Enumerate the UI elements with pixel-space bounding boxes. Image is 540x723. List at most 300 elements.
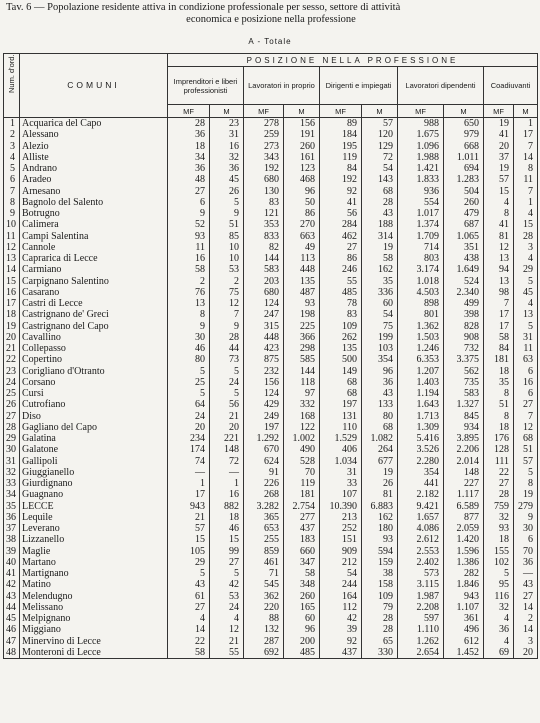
cell-value: 31 — [210, 129, 244, 140]
cell-value: 315 — [244, 321, 284, 332]
title-line-2: economica e posizione nella professione — [186, 14, 356, 25]
cell-value: 361 — [444, 613, 484, 624]
comune-name: Matino — [20, 579, 168, 590]
cell-value: 86 — [320, 253, 362, 264]
cell-value: 30 — [168, 332, 210, 343]
cell-value: 461 — [244, 557, 284, 568]
cell-value: 332 — [284, 399, 320, 410]
table-row — [4, 309, 538, 320]
cell-value: 448 — [244, 332, 284, 343]
cell-value: 5 — [514, 467, 538, 478]
cell-value: 118 — [284, 377, 320, 388]
cell-value: 4 — [168, 613, 210, 624]
cell-value: 5 — [210, 197, 244, 208]
cell-value: 131 — [320, 411, 362, 422]
table-row — [4, 197, 538, 208]
cell-value: 234 — [168, 433, 210, 444]
cell-value: 437 — [284, 523, 320, 534]
cell-value: 24 — [168, 411, 210, 422]
cell-value: 875 — [244, 354, 284, 365]
table-row — [4, 118, 538, 130]
table-row — [4, 399, 538, 410]
table-row — [4, 141, 538, 152]
cell-value: 192 — [320, 174, 362, 185]
cell-value: 159 — [362, 557, 398, 568]
cell-value: 43 — [514, 579, 538, 590]
row-number: 27 — [4, 411, 20, 422]
table-row — [4, 129, 538, 140]
cell-value: — — [210, 467, 244, 478]
cell-value: 249 — [244, 411, 284, 422]
cell-value: 7 — [210, 309, 244, 320]
cell-value: 68 — [320, 388, 362, 399]
cell-value: 680 — [244, 287, 284, 298]
cell-value: 16 — [514, 377, 538, 388]
data-table — [3, 53, 538, 659]
row-number: 28 — [4, 422, 20, 433]
comune-name: Copertino — [20, 354, 168, 365]
cell-value: 84 — [484, 343, 514, 354]
row-number: 26 — [4, 399, 20, 410]
cell-value: 12 — [210, 298, 244, 309]
cell-value: 732 — [444, 343, 484, 354]
cell-value: 54 — [320, 568, 362, 579]
cell-value: 1.675 — [398, 129, 444, 140]
cell-value: 4 — [514, 253, 538, 264]
cell-value: 11 — [168, 242, 210, 253]
comune-name: Cannole — [20, 242, 168, 253]
cell-value: 14 — [514, 152, 538, 163]
table-row — [4, 602, 538, 613]
table-row — [4, 186, 538, 197]
table-row — [4, 276, 538, 287]
cell-value: 13 — [484, 276, 514, 287]
cell-value: 366 — [284, 332, 320, 343]
cell-value: 5 — [168, 388, 210, 399]
cell-value: 3 — [514, 242, 538, 253]
cell-value: 2.340 — [444, 287, 484, 298]
cell-value: 54 — [362, 309, 398, 320]
cell-value: 124 — [244, 388, 284, 399]
cell-value: 354 — [398, 467, 444, 478]
cell-value: 15 — [210, 534, 244, 545]
cell-value: 29 — [514, 264, 538, 275]
m-header: M — [284, 105, 320, 118]
cell-value: 8 — [484, 411, 514, 422]
cell-value: 68 — [362, 186, 398, 197]
cell-value: 336 — [362, 287, 398, 298]
cell-value: 191 — [284, 129, 320, 140]
cell-value: 21 — [210, 411, 244, 422]
cell-value: 135 — [284, 276, 320, 287]
row-number: 42 — [4, 579, 20, 590]
table-row — [4, 579, 538, 590]
cell-value: 17 — [168, 489, 210, 500]
cell-value: 162 — [362, 264, 398, 275]
cell-value: 6 — [168, 197, 210, 208]
cell-value: 8 — [514, 163, 538, 174]
cell-value: 680 — [244, 174, 284, 185]
table-row — [4, 467, 538, 478]
cell-value: 20 — [168, 422, 210, 433]
cell-value: 545 — [244, 579, 284, 590]
cell-value: 116 — [484, 591, 514, 602]
cell-value: 112 — [320, 602, 362, 613]
comune-name: Carmiano — [20, 264, 168, 275]
comune-name: Giurdignano — [20, 478, 168, 489]
cell-value: 2.280 — [398, 456, 444, 467]
cell-value: 57 — [168, 523, 210, 534]
cell-value: 21 — [168, 512, 210, 523]
cell-value: 803 — [398, 253, 444, 264]
cell-value: 43 — [168, 579, 210, 590]
table-row — [4, 523, 538, 534]
cell-value: 156 — [244, 377, 284, 388]
row-number: 45 — [4, 613, 20, 624]
cell-value: 12 — [484, 242, 514, 253]
comuni-header: COMUNI — [20, 54, 168, 118]
cell-value: 96 — [284, 624, 320, 635]
cell-value: 14 — [514, 602, 538, 613]
cell-value: 524 — [444, 276, 484, 287]
cell-value: 27 — [320, 242, 362, 253]
table-row — [4, 433, 538, 444]
row-number: 36 — [4, 512, 20, 523]
cell-value: 1.011 — [444, 152, 484, 163]
cell-value: 594 — [362, 546, 398, 557]
cell-value: 282 — [444, 568, 484, 579]
comune-name: Cursi — [20, 388, 168, 399]
cell-value: 13 — [514, 309, 538, 320]
comune-name: Martano — [20, 557, 168, 568]
comune-name: Maglie — [20, 546, 168, 557]
cell-value: 39 — [320, 624, 362, 635]
cell-value: 1.292 — [244, 433, 284, 444]
cell-value: 1.283 — [444, 174, 484, 185]
comune-name: Melendugno — [20, 591, 168, 602]
comune-name: Gallipoli — [20, 456, 168, 467]
cell-value: 19 — [514, 489, 538, 500]
cell-value: 105 — [168, 546, 210, 557]
cell-value: 7 — [514, 141, 538, 152]
table-row — [4, 501, 538, 512]
comune-name: Leverano — [20, 523, 168, 534]
cell-value: 82 — [244, 242, 284, 253]
cell-value: 18 — [484, 366, 514, 377]
cell-value: 264 — [362, 444, 398, 455]
cell-value: 42 — [320, 613, 362, 624]
cell-value: 22 — [484, 467, 514, 478]
table-body — [4, 118, 538, 659]
cell-value: 181 — [484, 354, 514, 365]
cell-value: 8 — [484, 388, 514, 399]
cell-value: 72 — [210, 456, 244, 467]
cell-value: 15 — [514, 219, 538, 230]
row-number: 24 — [4, 377, 20, 388]
table-row — [4, 366, 538, 377]
cell-value: 244 — [320, 579, 362, 590]
cell-value: 165 — [284, 602, 320, 613]
cell-value: 55 — [210, 647, 244, 659]
cell-value: 1.065 — [444, 231, 484, 242]
cell-value: 1.207 — [398, 366, 444, 377]
cell-value: 20 — [514, 647, 538, 659]
posizione-header: POSIZIONE NELLA PROFESSIONE — [168, 54, 538, 67]
group-header-dirigenti: Dirigenti e impiegati — [320, 67, 398, 105]
cell-value: 1.374 — [398, 219, 444, 230]
cell-value: 1.833 — [398, 174, 444, 185]
cell-value: 1 — [514, 197, 538, 208]
mf-header: MF — [484, 105, 514, 118]
cell-value: 83 — [320, 309, 362, 320]
row-number: 3 — [4, 141, 20, 152]
table-row — [4, 591, 538, 602]
cell-value: 99 — [210, 546, 244, 557]
table-row — [4, 512, 538, 523]
row-number: 2 — [4, 129, 20, 140]
comune-name: Arnesano — [20, 186, 168, 197]
cell-value: 3.895 — [444, 433, 484, 444]
row-number: 31 — [4, 456, 20, 467]
cell-value: 247 — [244, 309, 284, 320]
cell-value: 597 — [398, 613, 444, 624]
cell-value: 109 — [320, 321, 362, 332]
table-row — [4, 411, 538, 422]
cell-value: 103 — [362, 343, 398, 354]
cell-value: 51 — [514, 444, 538, 455]
cell-value: 485 — [284, 647, 320, 659]
cell-value: 226 — [244, 478, 284, 489]
cell-value: 4 — [514, 298, 538, 309]
cell-value: 225 — [284, 321, 320, 332]
row-number: 39 — [4, 546, 20, 557]
cell-value: 22 — [168, 636, 210, 647]
cell-value: 54 — [362, 163, 398, 174]
cell-value: 92 — [320, 636, 362, 647]
cell-value: 485 — [320, 287, 362, 298]
cell-value: 573 — [398, 568, 444, 579]
cell-value: 1.420 — [444, 534, 484, 545]
cell-value: 828 — [444, 321, 484, 332]
comune-name: Guagnano — [20, 489, 168, 500]
cell-value: 4.086 — [398, 523, 444, 534]
cell-value: 13 — [168, 298, 210, 309]
group-header-lavoratori-proprio: Lavoratori in proprio — [244, 67, 320, 105]
cell-value: 57 — [484, 174, 514, 185]
comune-name: Alliste — [20, 152, 168, 163]
cell-value: 1.309 — [398, 422, 444, 433]
comune-name: Lequile — [20, 512, 168, 523]
comune-name: Cavallino — [20, 332, 168, 343]
cell-value: 11 — [514, 174, 538, 185]
cell-value: 9.421 — [398, 501, 444, 512]
cell-value: 113 — [284, 253, 320, 264]
cell-value: 479 — [444, 208, 484, 219]
cell-value: 909 — [320, 546, 362, 557]
cell-value: 859 — [244, 546, 284, 557]
row-number: 18 — [4, 309, 20, 320]
cell-value: 1.194 — [398, 388, 444, 399]
cell-value: 663 — [284, 231, 320, 242]
cell-value: 3.526 — [398, 444, 444, 455]
cell-value: 164 — [320, 591, 362, 602]
cell-value: 58 — [284, 568, 320, 579]
cell-value: 28 — [362, 613, 398, 624]
cell-value: 79 — [362, 602, 398, 613]
table-row — [4, 287, 538, 298]
cell-value: 80 — [168, 354, 210, 365]
cell-value: 14 — [168, 624, 210, 635]
cell-value: 650 — [444, 118, 484, 130]
cell-value: 330 — [362, 647, 398, 659]
cell-value: 462 — [320, 231, 362, 242]
cell-value: 46 — [210, 523, 244, 534]
cell-value: 27 — [514, 399, 538, 410]
cell-value: 1.649 — [444, 264, 484, 275]
cell-value: 1.529 — [320, 433, 362, 444]
cell-value: 19 — [484, 163, 514, 174]
cell-value: 1.262 — [398, 636, 444, 647]
cell-value: 120 — [362, 129, 398, 140]
cell-value: 943 — [168, 501, 210, 512]
cell-value: 562 — [444, 366, 484, 377]
cell-value: 95 — [484, 579, 514, 590]
comune-name: Monteroni di Lecce — [20, 647, 168, 659]
table-row — [4, 264, 538, 275]
cell-value: 500 — [320, 354, 362, 365]
cell-value: 15 — [484, 186, 514, 197]
cell-value: 1.034 — [320, 456, 362, 467]
cell-value: 74 — [168, 456, 210, 467]
row-number: 43 — [4, 591, 20, 602]
table-row — [4, 647, 538, 659]
comune-name: Bagnolo del Salento — [20, 197, 168, 208]
cell-value: 19 — [362, 467, 398, 478]
cell-value: 36 — [514, 557, 538, 568]
cell-value: 877 — [444, 512, 484, 523]
cell-value: 279 — [514, 501, 538, 512]
cell-value: 89 — [320, 118, 362, 130]
cell-value: 200 — [284, 636, 320, 647]
cell-value: 86 — [284, 208, 320, 219]
cell-value: 72 — [362, 152, 398, 163]
cell-value: 43 — [362, 208, 398, 219]
cell-value: 18 — [168, 141, 210, 152]
cell-value: 132 — [244, 624, 284, 635]
row-number: 23 — [4, 366, 20, 377]
cell-value: 16 — [210, 141, 244, 152]
cell-value: 438 — [444, 253, 484, 264]
comune-name: Botrugno — [20, 208, 168, 219]
cell-value: 6 — [514, 366, 538, 377]
comune-name: Caprarica di Lecce — [20, 253, 168, 264]
cell-value: 979 — [444, 129, 484, 140]
comune-name: Cutrofiano — [20, 399, 168, 410]
cell-value: 260 — [444, 197, 484, 208]
cell-value: 653 — [244, 523, 284, 534]
cell-value: 17 — [514, 129, 538, 140]
comune-name: Collepasso — [20, 343, 168, 354]
cell-value: 5.416 — [398, 433, 444, 444]
cell-value: 61 — [168, 591, 210, 602]
cell-value: 908 — [444, 332, 484, 343]
cell-value: 28 — [168, 118, 210, 130]
cell-value: 176 — [484, 433, 514, 444]
table-row — [4, 534, 538, 545]
cell-value: 212 — [320, 557, 362, 568]
cell-value: 151 — [320, 534, 362, 545]
cell-value: 36 — [210, 163, 244, 174]
cell-value: 52 — [168, 219, 210, 230]
cell-value: 213 — [320, 512, 362, 523]
table-row — [4, 546, 538, 557]
cell-value: 6.883 — [362, 501, 398, 512]
cell-value: 660 — [284, 546, 320, 557]
cell-value: 13 — [484, 253, 514, 264]
row-number: 30 — [4, 444, 20, 455]
cell-value: 2.612 — [398, 534, 444, 545]
cell-value: 197 — [244, 422, 284, 433]
cell-value: 2 — [210, 276, 244, 287]
cell-value: 93 — [168, 231, 210, 242]
cell-value: 26 — [210, 186, 244, 197]
cell-value: 41 — [320, 197, 362, 208]
row-number: 21 — [4, 343, 20, 354]
cell-value: 583 — [444, 388, 484, 399]
row-number: 19 — [4, 321, 20, 332]
cell-value: 429 — [244, 399, 284, 410]
cell-value: 1.643 — [398, 399, 444, 410]
cell-value: 423 — [244, 343, 284, 354]
table-row — [4, 444, 538, 455]
cell-value: 343 — [244, 152, 284, 163]
cell-value: 96 — [362, 366, 398, 377]
cell-value: 49 — [284, 242, 320, 253]
cell-value: 43 — [362, 388, 398, 399]
cell-value: 2.059 — [444, 523, 484, 534]
row-number: 35 — [4, 501, 20, 512]
cell-value: 68 — [514, 433, 538, 444]
cell-value: 180 — [362, 523, 398, 534]
mf-header: MF — [320, 105, 362, 118]
cell-value: 198 — [284, 309, 320, 320]
cell-value: 148 — [210, 444, 244, 455]
cell-value: 496 — [444, 624, 484, 635]
cell-value: 64 — [168, 399, 210, 410]
cell-value: 17 — [484, 321, 514, 332]
cell-value: 85 — [210, 231, 244, 242]
cell-value: 88 — [244, 613, 284, 624]
cell-value: 2 — [168, 276, 210, 287]
cell-value: 28 — [210, 332, 244, 343]
cell-value: 845 — [444, 411, 484, 422]
comune-name: Miggiano — [20, 624, 168, 635]
table-title — [6, 2, 536, 26]
cell-value: 353 — [244, 219, 284, 230]
cell-value: 1.017 — [398, 208, 444, 219]
cell-value: 27 — [484, 478, 514, 489]
cell-value: 17 — [484, 309, 514, 320]
cell-value: 121 — [244, 208, 284, 219]
cell-value: 221 — [210, 433, 244, 444]
cell-value: 45 — [210, 174, 244, 185]
cell-value: 183 — [284, 534, 320, 545]
table-row — [4, 253, 538, 264]
cell-value: 5 — [514, 276, 538, 287]
cell-value: 3 — [514, 636, 538, 647]
cell-value: 8 — [484, 208, 514, 219]
comune-name: Melissano — [20, 602, 168, 613]
